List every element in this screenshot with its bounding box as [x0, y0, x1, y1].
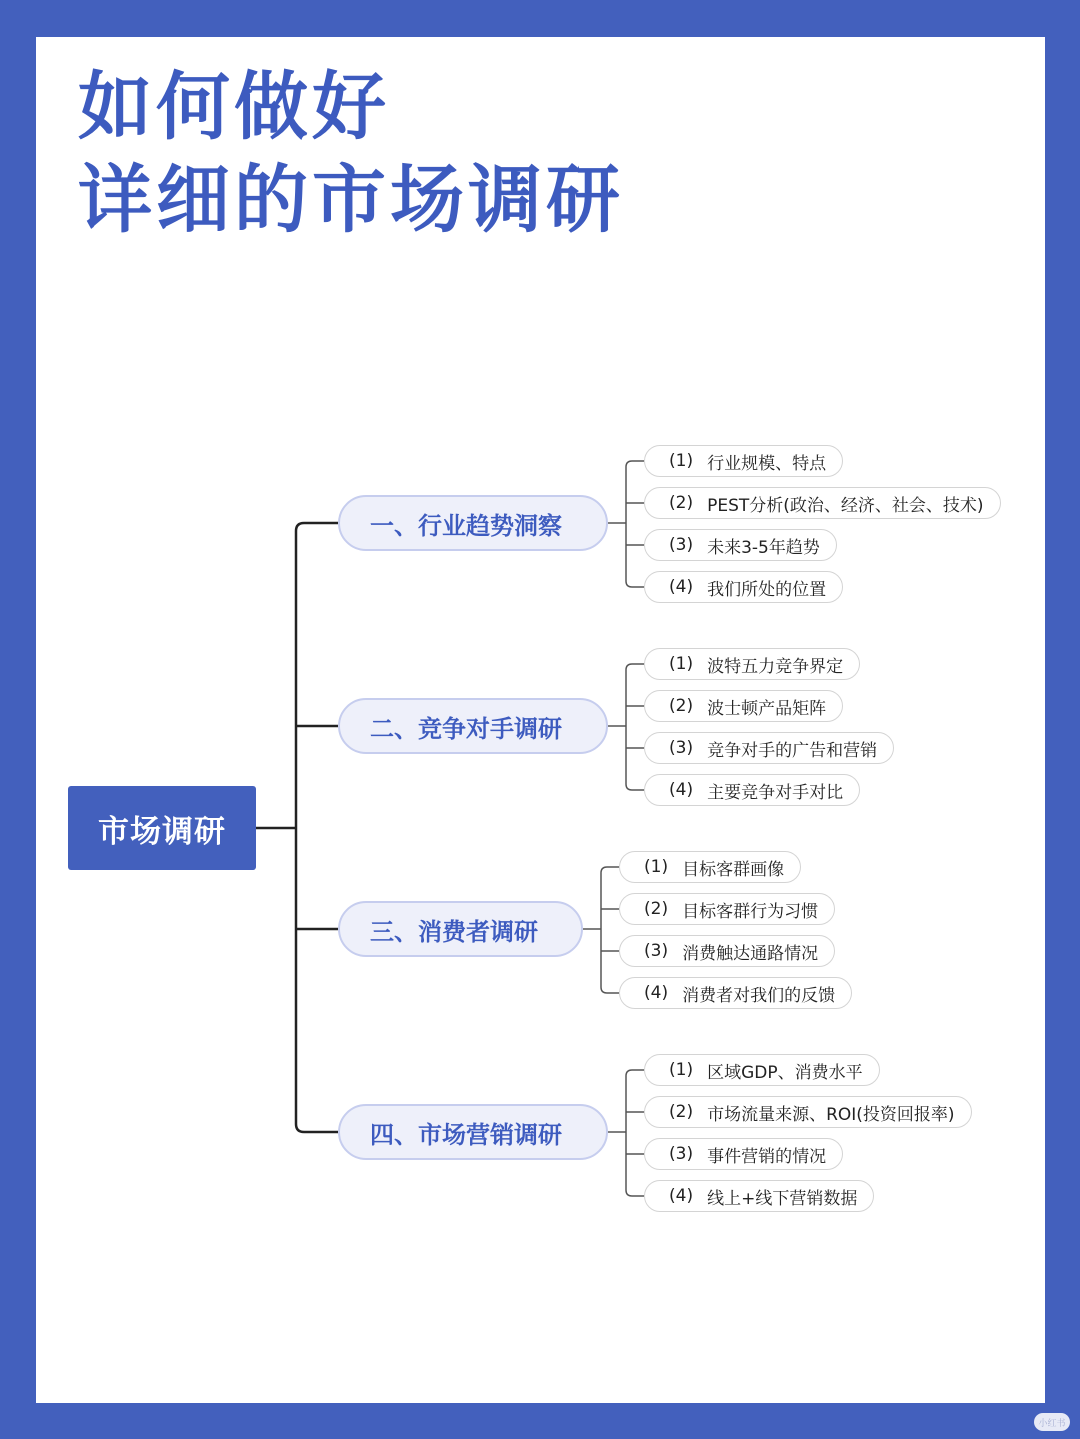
title-line-1: 如何做好	[78, 64, 390, 150]
connector-line	[601, 987, 619, 993]
leaf-number: (1)	[669, 1060, 694, 1080]
leaf-text: PEST分析(政治、经济、社会、技术)	[707, 495, 984, 516]
leaf-number: (1)	[644, 857, 669, 877]
leaf-node	[644, 529, 837, 561]
leaf-node	[644, 732, 894, 764]
connector-line	[626, 581, 644, 587]
leaf-number: (3)	[644, 941, 669, 961]
leaf-text: 消费者对我们的反馈	[682, 985, 836, 1006]
root-node: 市场调研	[68, 786, 256, 870]
title-line-2: 详细的市场调研	[78, 157, 624, 243]
leaf-number: (3)	[669, 535, 694, 555]
connector-line	[626, 1190, 644, 1196]
leaf-node	[619, 935, 835, 967]
leaf-text: 波士顿产品矩阵	[707, 698, 827, 719]
branch-node-1: 一、行业趋势洞察	[338, 495, 608, 551]
connector-line	[296, 523, 338, 531]
leaf-node	[644, 487, 1001, 519]
leaf-node	[644, 445, 843, 477]
leaf-number: (3)	[669, 738, 694, 758]
leaf-text: 线上+线下营销数据	[707, 1188, 858, 1209]
leaf-text: 竞争对手的广告和营销	[707, 740, 878, 761]
leaf-node	[644, 1180, 874, 1212]
leaf-number: (4)	[644, 983, 669, 1003]
leaf-node	[644, 571, 843, 603]
leaf-node	[644, 690, 843, 722]
watermark-logo: 小红书	[1034, 1413, 1070, 1431]
leaf-number: (4)	[669, 577, 694, 597]
branch-node-2: 二、竞争对手调研	[338, 698, 608, 754]
branch-node-3: 三、消费者调研	[338, 901, 583, 957]
leaf-text: 主要竞争对手对比	[707, 782, 844, 803]
leaf-number: (2)	[669, 493, 694, 513]
leaf-node	[619, 851, 801, 883]
leaf-node	[644, 774, 860, 806]
leaf-node	[619, 893, 835, 925]
leaf-text: 市场流量来源、ROI(投资回报率)	[707, 1104, 955, 1125]
connector-line	[626, 461, 644, 467]
leaf-node	[644, 1096, 972, 1128]
connector-line	[296, 1124, 338, 1132]
leaf-text: 目标客群画像	[682, 859, 785, 880]
leaf-text: 区域GDP、消费水平	[707, 1062, 863, 1083]
leaf-number: (4)	[669, 1186, 694, 1206]
leaf-node	[619, 977, 852, 1009]
leaf-number: (2)	[669, 1102, 694, 1122]
leaf-text: 目标客群行为习惯	[682, 901, 819, 922]
leaf-text: 消费触达通路情况	[682, 943, 819, 964]
leaf-node	[644, 1138, 843, 1170]
leaf-node	[644, 648, 860, 680]
leaf-number: (4)	[669, 780, 694, 800]
connector-line	[626, 784, 644, 790]
leaf-number: (2)	[669, 696, 694, 716]
branch-node-4: 四、市场营销调研	[338, 1104, 608, 1160]
leaf-text: 未来3-5年趋势	[707, 537, 820, 558]
leaf-number: (1)	[669, 654, 694, 674]
leaf-number: (3)	[669, 1144, 694, 1164]
leaf-text: 事件营销的情况	[707, 1146, 827, 1167]
connector-line	[601, 867, 619, 873]
leaf-node	[644, 1054, 880, 1086]
leaf-text: 波特五力竞争界定	[707, 656, 844, 677]
leaf-number: (1)	[669, 451, 694, 471]
leaf-number: (2)	[644, 899, 669, 919]
leaf-text: 行业规模、特点	[707, 453, 827, 474]
connector-line	[626, 1070, 644, 1076]
connector-line	[626, 664, 644, 670]
leaf-text: 我们所处的位置	[707, 579, 827, 600]
